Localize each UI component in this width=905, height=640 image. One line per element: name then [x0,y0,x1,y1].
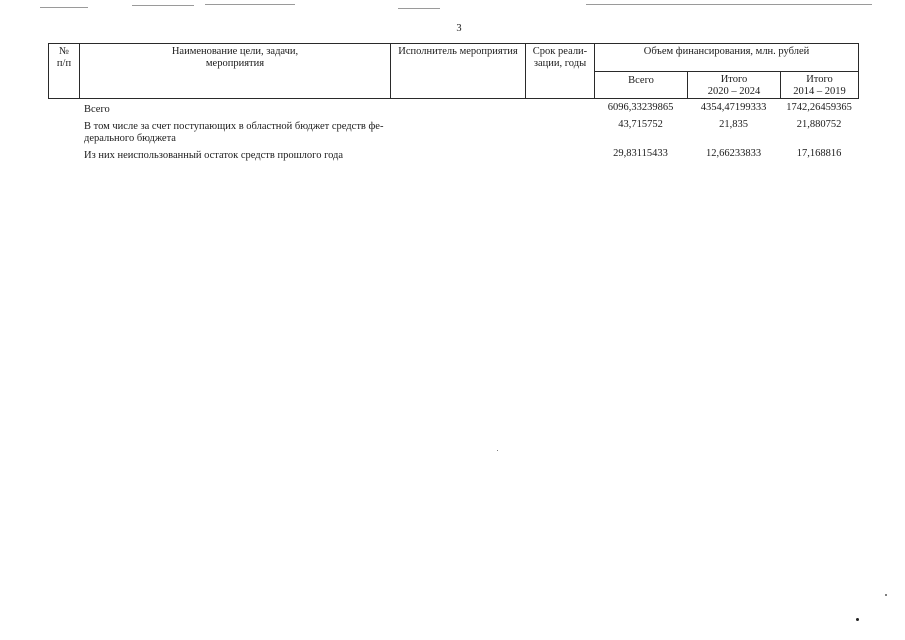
header-period1-line: Итого [720,74,748,85]
header-period2-line: 2014 – 2019 [793,86,846,97]
header-period1-line: 2020 – 2024 [707,86,761,97]
row-value-period-2014-2019: 21,880752 [796,119,842,130]
row-value-period-2014-2019: 17,168816 [796,148,842,159]
row-label-line: Из них неиспользованный остаток средств прошлого года [84,150,344,161]
header-cell-funding [595,44,859,72]
table-row-federal [0,121,905,147]
scan-artifact-line [398,8,440,9]
header-cell-period-2014-2019 [781,72,859,99]
header-cell-executor [391,44,526,99]
row-label-line: дерального бюджета [84,133,176,144]
scan-artifact-line [40,7,88,8]
header-executor-line: Исполнитель мероприятия [398,46,518,57]
header-cell-term [526,44,595,99]
page-number: 3 [456,23,462,34]
scan-speck [497,450,498,451]
row-label-line: В том числе за счет поступающих в областной бюджет средств фе- [84,121,384,132]
header-cell-total [595,72,688,99]
scan-artifact-line [586,4,872,5]
scan-speck [885,594,887,596]
row-label [84,121,383,145]
header-number-line: п/п [56,58,72,69]
header-cell-period-2020-2024 [688,72,781,99]
scan-speck [856,618,859,621]
header-cell-name [80,44,391,99]
row-value-period-2020-2024: 21,835 [719,119,748,130]
row-value-total: 6096,33239865 [607,102,674,113]
row-label [84,104,110,116]
header-name-line: мероприятия [205,58,265,69]
header-number-line: № [58,46,70,57]
scan-artifact-line [132,5,194,6]
header-term-line: зации, годы [533,58,587,69]
table-row-unused-balance [0,150,905,176]
scan-artifact-line [205,4,295,5]
header-total-line: Всего [628,75,654,86]
row-value-total: 29,83115433 [613,148,668,159]
row-value-period-2014-2019: 1742,26459365 [786,102,852,113]
row-value-period-2020-2024: 12,66233833 [705,148,762,159]
header-cell-number [49,44,80,99]
header-name-line: Наименование цели, задачи, [171,46,299,57]
row-value-total: 43,715752 [618,119,663,130]
table-header [48,43,859,99]
row-label-line: Всего [84,104,110,115]
header-period2-line: Итого [806,74,833,85]
header-term-line: Срок реали- [532,46,588,57]
header-funding-line: Объем финансирования, млн. рублей [643,46,810,57]
row-label [84,150,343,162]
row-value-period-2020-2024: 4354,47199333 [700,102,767,113]
